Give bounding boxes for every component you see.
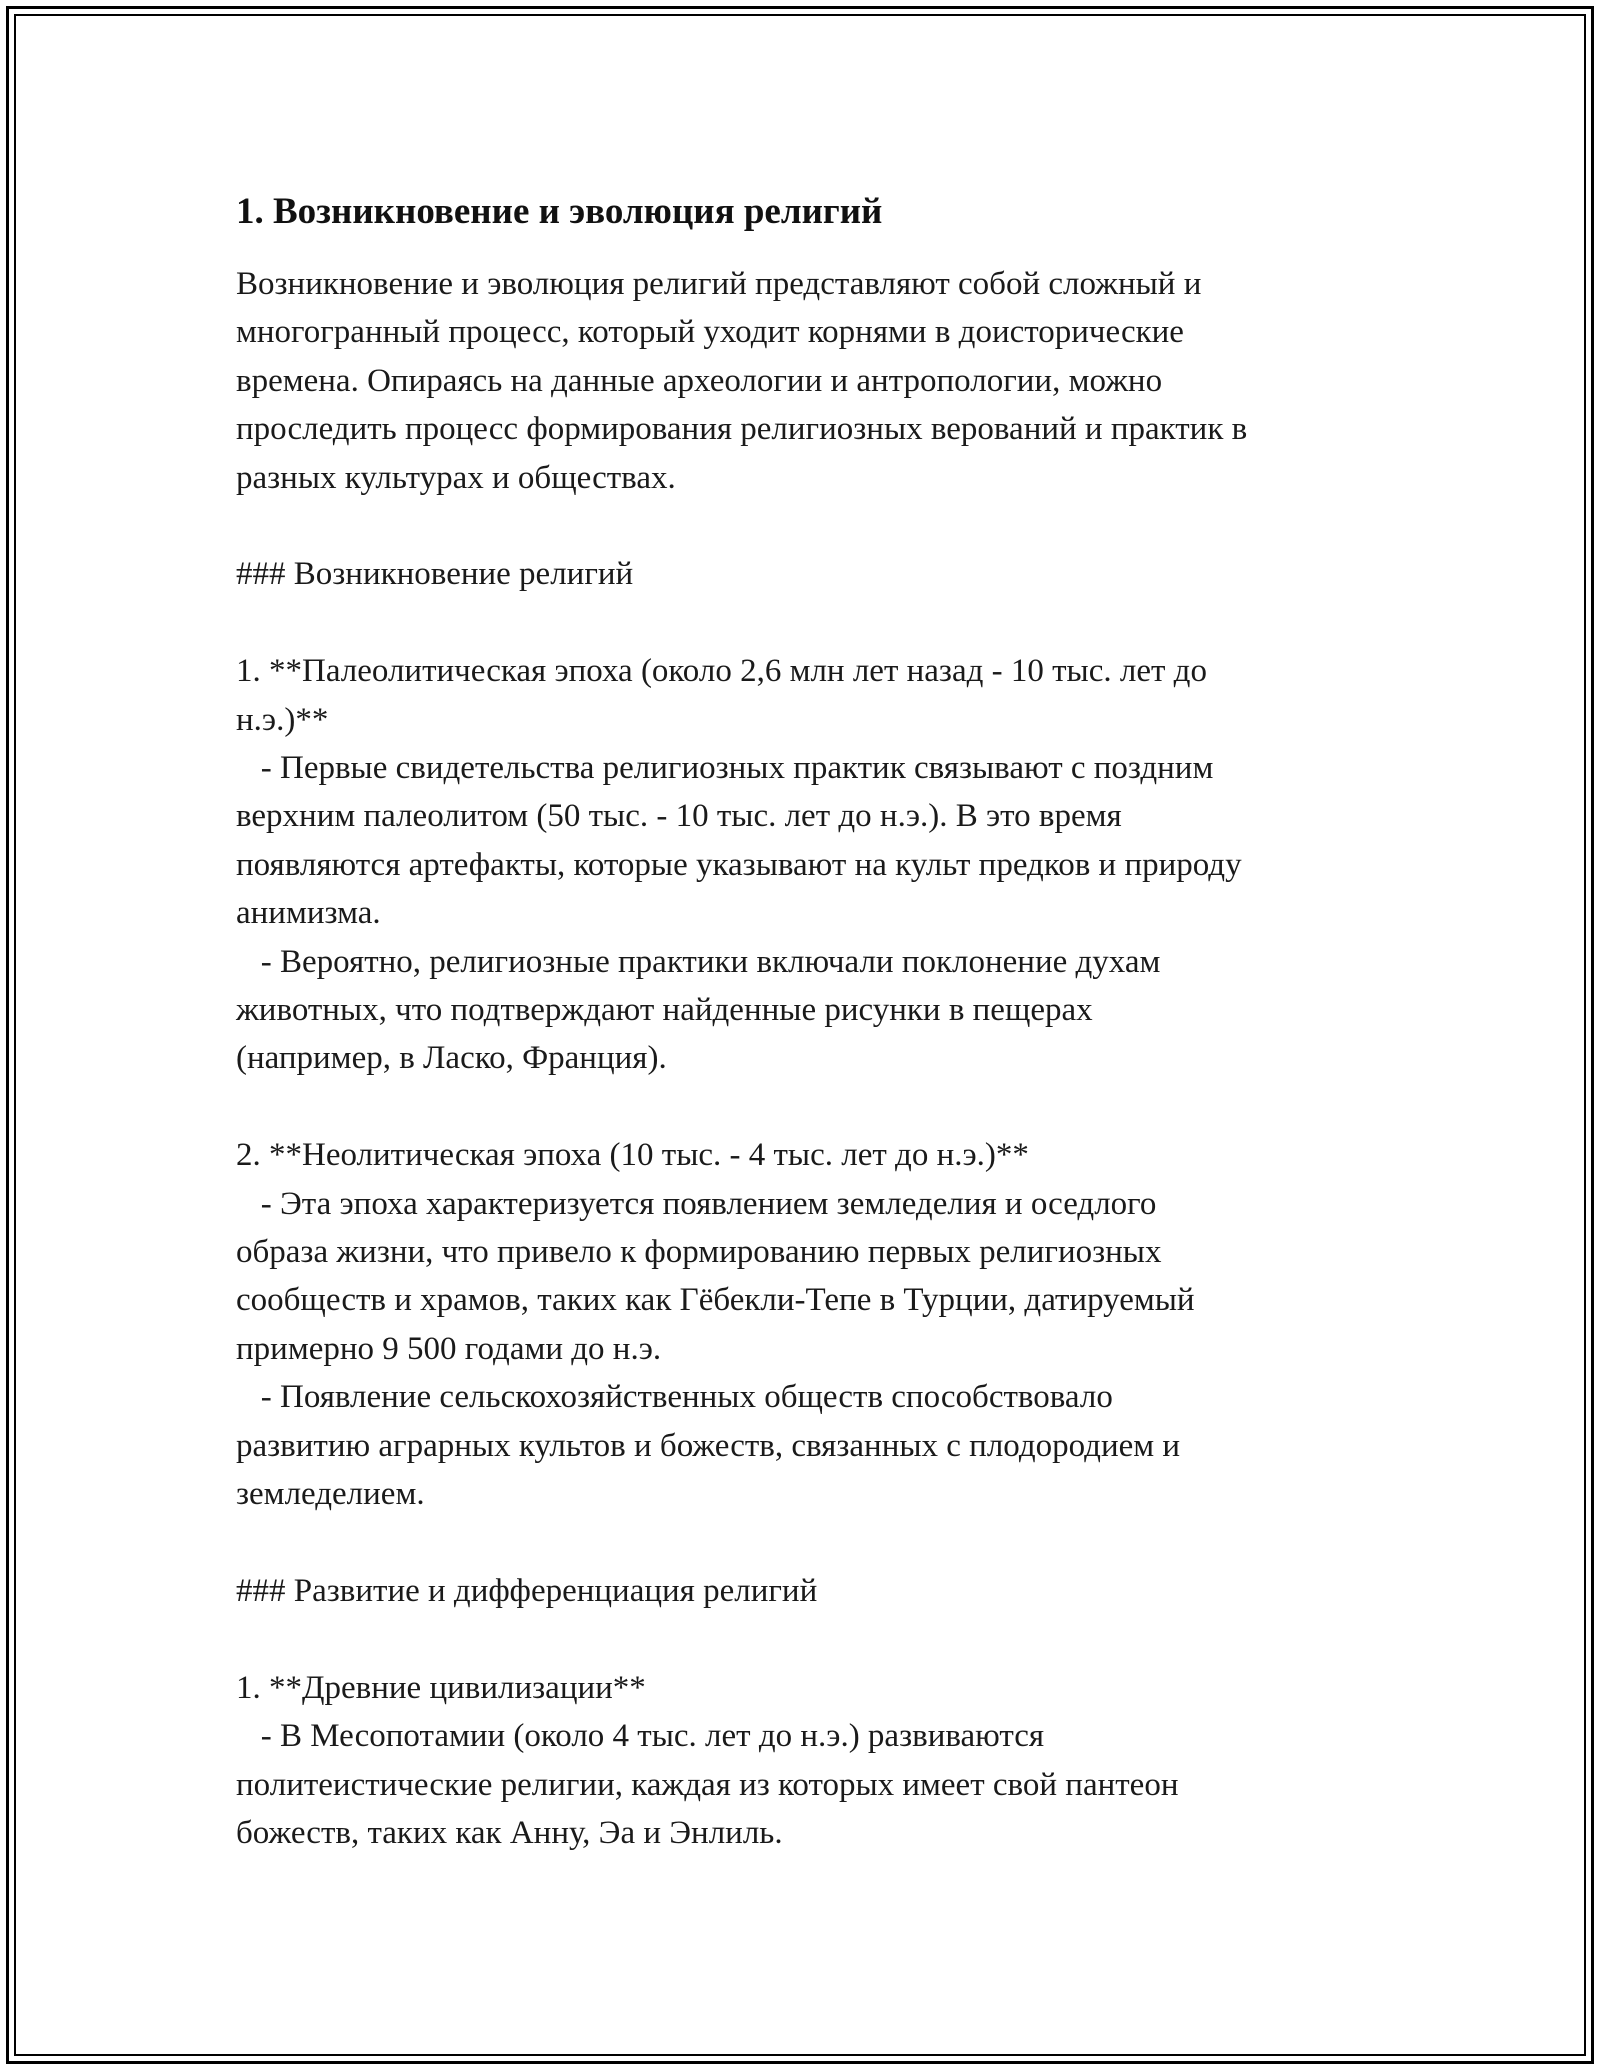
list-item-neolithic-title: 2. **Неолитическая эпоха (10 тыс. - 4 тыс. лет до н.э.)**: [236, 1137, 1029, 1174]
spacer: [236, 1083, 1396, 1131]
list-item-ancient-civilizations-bullet-1: - В Месопотамии (около 4 тыс. лет до н.э.) развиваются политеистические религии, каждая из которых имеет свой пантеон божеств, таких как Анну, Эа и Энлиль.: [236, 1718, 1179, 1851]
spacer: [236, 1519, 1396, 1567]
spacer: [236, 1615, 1396, 1663]
list-item-ancient-civilizations-title: 1. **Древние цивилизации**: [236, 1669, 646, 1706]
section-heading-origin: ### Возникновение религий: [236, 556, 634, 593]
list-item-paleolithic-bullet-2: - Вероятно, религиозные практики включали поклонение духам животных, что подтверждают найденные рисунки в пещерах (например, в Ласко, Франция).: [236, 943, 1161, 1077]
list-item-neolithic-bullet-1: - Эта эпоха характеризуется появлением земледелия и оседлого образа жизни, что привело к формированию первых религиозных сообществ и храмов, таких как Гёбекли-Тепе в Турции, датируемый примерно 9 500 годами до н.э.: [236, 1185, 1195, 1367]
section-heading-development: ### Развитие и дифференциация религий: [236, 1572, 818, 1609]
spacer: [236, 502, 1396, 550]
list-item-neolithic-bullet-2: - Появление сельскохозяйственных обществ способствовало развитию аграрных культов и божеств, связанных с плодородием и земледелием.: [236, 1379, 1181, 1513]
list-item-paleolithic-bullet-1: - Первые свидетельства религиозных практик связывают с поздним верхним палеолитом (50 тыс. - 10 тыс. лет до н.э.). В это время появляются артефакты, которые указывают на культ предков и природу анимизма.: [236, 750, 1242, 932]
spacer: [236, 599, 1396, 647]
list-item-paleolithic-title: 1. **Палеолитическая эпоха (около 2,6 млн лет назад - 10 тыс. лет до н.э.)**: [236, 653, 1207, 738]
document-body: [236, 186, 1396, 1857]
document-title: 1. Возникновение и эволюция религий: [236, 191, 883, 232]
intro-paragraph: Возникновение и эволюция религий представляют собой сложный и многогранный процесс, который уходит корнями в доисторические времена. Опираясь на данные археологии и антропологии, можно проследить процесс формирования религиозных верований и практик в разных культурах и обществах.: [236, 266, 1248, 496]
